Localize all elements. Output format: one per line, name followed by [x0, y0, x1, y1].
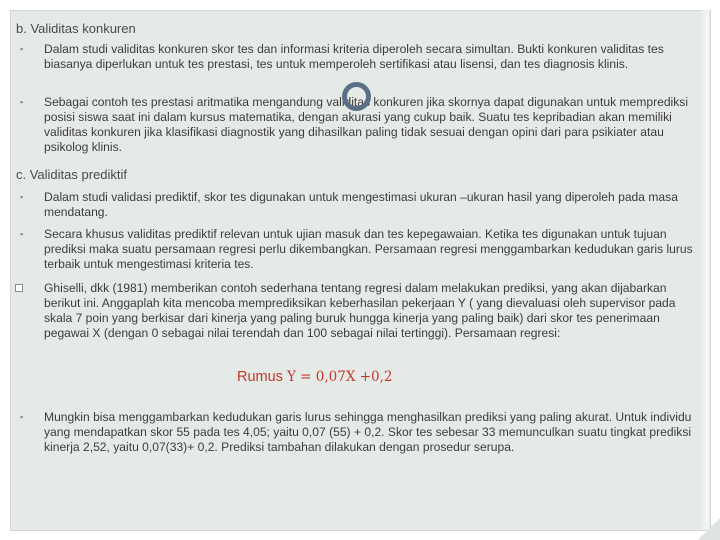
paragraph-b1: Dalam studi validitas konkuren skor tes dan informasi kriteria diperoleh secara simultan. Bukti konkuren validitas tes biasanya diperlukan untuk tes prestasi, tes untuk memperoleh sertifikasi atau lisensi, dan tes diagnosis klinis.: [44, 42, 664, 71]
paragraph-c3: Ghiselli, dkk (1981) memberikan contoh sederhana tentang regresi dalam melakukan prediksi, yang akan dijabarkan berikut ini. Anggaplah kita mencoba memprediksikan keberhasilan pekerjaan Y ( yang dievaluasi oleh supervisor pada skala 7 poin yang berkisar dari kinerja yang paling buruk hungga kinerja yang paling baik) dari skor tes penerimaan pegawai X (dengan 0 sebagai nilai terendah dan 100 sebagai nilai tertinggi). Persamaan regresi:: [44, 281, 676, 340]
regression-formula: [237, 369, 393, 385]
checkbox-bullet-icon: [15, 284, 23, 292]
bullet-dot: ▪: [20, 229, 24, 239]
bullet-dot: ▪: [20, 97, 24, 107]
paragraph-c1: Dalam studi validasi prediktif, skor tes digunakan untuk mengestimasi ukuran –ukuran hasil yang diperoleh pada masa mendatang.: [44, 190, 678, 219]
page-corner-decoration: [698, 518, 720, 540]
formula-label: Rumus: [237, 369, 287, 385]
bullet-dot: ▪: [20, 44, 24, 54]
formula-expression: Y = 0,07X +0,2: [286, 369, 393, 385]
section-heading-c: c. Validitas prediktif: [16, 167, 128, 182]
ring-icon: [342, 82, 371, 111]
bullet-dot: ▪: [20, 412, 24, 422]
paragraph-c2: Secara khusus validitas prediktif relevan untuk ujian masuk dan tes kepegawaian. Ketika tes digunakan untuk tujuan prediksi maka suatu persamaan regresi perlu dikembangkan. Persamaan regresi menggambarkan kedudukan garis lurus terbaik untuk mengestimasi kriteria tes.: [44, 227, 693, 271]
section-heading-b: b. Validitas konkuren: [16, 21, 136, 36]
bullet-dot: ▪: [20, 192, 24, 202]
paragraph-c4: Mungkin bisa menggambarkan kedudukan garis lurus sehingga menghasilkan prediksi yang paling akurat. Untuk individu yang mendapatkan skor 55 pada tes 4,05; yaitu 0,07 (55) + 0,2. Skor tes sebesar 33 memunculkan suatu tingkat prediksi kinerja 2,52, yaitu 0,07(33)+ 0,2. Prediksi tambahan dilakukan dengan prosedur serupa.: [44, 410, 692, 454]
paragraph-b2: Sebagai contoh tes prestasi aritmatika mengandung validitas konkuren jika skornya dapat digunakan untuk memprediksi posisi siswa saat ini dalam kursus matematika, dengan akurasi yang cukup baik. Suatu tes kepribadian akan memiliki validitas konkuren jika klasifikasi diagnostik yang dihasilkan paling tidak sesuai dengan opini dari para psikiater atau psikolog klinis.: [44, 95, 689, 154]
